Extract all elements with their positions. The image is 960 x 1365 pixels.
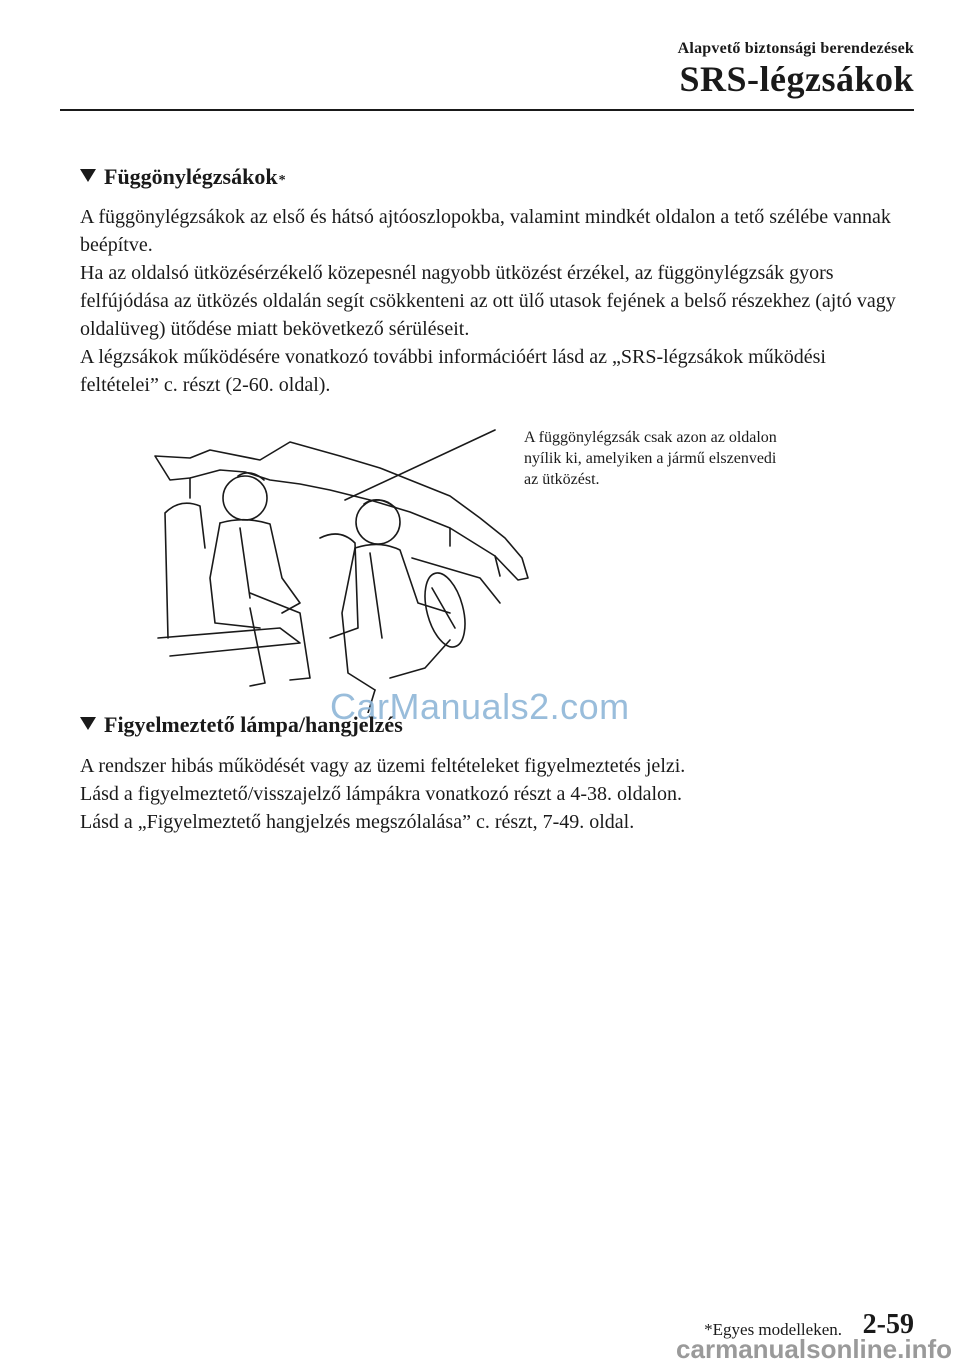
section-heading-text: Figyelmeztető lámpa/hangjelzés [104, 712, 403, 737]
paragraph: Lásd a „Figyelmeztető hangjelzés megszólalása” c. részt, 7-49. oldal. [80, 811, 635, 833]
callout-line: nyílik ki, amelyiken a jármű elszenvedi [524, 450, 777, 467]
asterisk-mark: * [278, 173, 286, 188]
section-heading-curtain-airbags [80, 164, 286, 190]
site-watermark: carmanualsonline.info [676, 1334, 952, 1364]
paragraph: A légzsákok működésére vonatkozó további információért lásd az „SRS-légzsákok működési feltételei” c. részt (2-60. oldal). [80, 346, 826, 396]
paragraph: A függönylégzsákok az első és hátsó ajtóoszlopokba, valamint mindkét oldalon a tető szélébe vannak beépítve. [80, 206, 891, 256]
triangle-bullet-icon [80, 169, 96, 182]
triangle-bullet-icon [80, 717, 96, 730]
header-subtitle: Alapvető biztonsági berendezések [677, 40, 914, 57]
curtain-airbag-illustration [150, 428, 530, 713]
footnote: *Egyes modelleken. [704, 1320, 842, 1339]
section2-body [80, 752, 900, 836]
section-heading-text: Függönylégzsákok [104, 164, 278, 189]
callout-line: A függönylégzsák csak azon az oldalon [524, 429, 777, 446]
illustration-callout [524, 427, 854, 490]
paragraph: Lásd a figyelmeztető/visszajelző lámpákra vonatkozó részt a 4-38. oldalon. [80, 783, 683, 805]
section1-body [80, 203, 900, 399]
header-title: SRS-légzsákok [679, 59, 914, 99]
header-rule [60, 109, 914, 111]
callout-line: az ütközést. [524, 471, 600, 488]
paragraph: Ha az oldalsó ütközésérzékelő közepesnél nagyobb ütközést érzékel, az függönylégzsák gyors felfújódása az ütközés oldalán segít csökkenteni az ott ülő utasok fejének a belső részekhez (ajtó vagy oldalüveg) ütődése miatt bekövetkező sérüléseit. [80, 262, 896, 340]
paragraph: A rendszer hibás működését vagy az üzemi feltételeket figyelmeztetés jelzi. [80, 755, 686, 777]
section-heading-warning-light [80, 712, 403, 738]
watermark-logo: CarManuals2.com [330, 686, 630, 727]
page-number: 2-59 [862, 1309, 914, 1340]
